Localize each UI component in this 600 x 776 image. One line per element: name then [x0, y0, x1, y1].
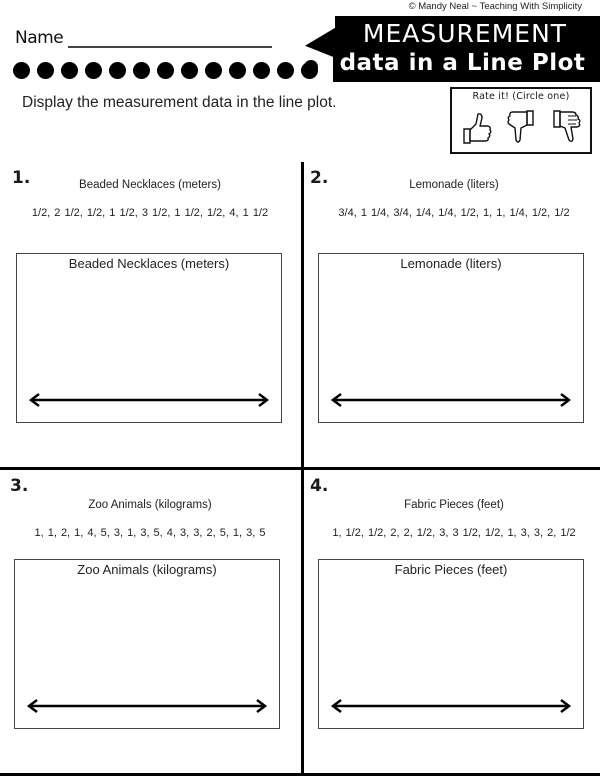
problem-number: 1. [12, 168, 31, 188]
banner-dot-icon [304, 60, 318, 74]
dot-icon [181, 62, 198, 79]
dot-icon [133, 62, 150, 79]
problem-number: 2. [310, 168, 329, 188]
thumbs-up-icon[interactable] [458, 107, 494, 147]
dot-icon [61, 62, 78, 79]
dot-icon [205, 62, 222, 79]
problem-number: 4. [310, 476, 329, 496]
line-plot-area[interactable] [14, 559, 280, 729]
instructions: Display the measurement data in the line plot. [22, 94, 337, 111]
problem-title: Fabric Pieces (feet) [404, 499, 504, 511]
problem-title: Lemonade (liters) [409, 179, 499, 191]
problem-1 [0, 162, 300, 462]
problem-4 [304, 470, 600, 770]
dot-icon [277, 62, 294, 79]
line-plot-area[interactable] [318, 253, 584, 423]
rating-label: Rate it! (Circle one) [472, 91, 570, 102]
plot-title: Zoo Animals (kilograms) [77, 562, 217, 577]
problem-number: 3. [10, 476, 29, 496]
problem-3 [0, 470, 300, 770]
line-plot-area[interactable] [318, 559, 584, 729]
problem-data: 1/2, 2 1/2, 1/2, 1 1/2, 3 1/2, 1 1/2, 1/2, 4, 1 1/2 [31, 207, 269, 219]
decorative-dots [13, 62, 318, 79]
double-arrow-number-line-icon [27, 698, 267, 714]
double-arrow-number-line-icon [331, 698, 571, 714]
double-arrow-number-line-icon [29, 392, 269, 408]
name-label: Name [15, 28, 64, 48]
problem-title: Zoo Animals (kilograms) [88, 499, 212, 511]
dot-icon [109, 62, 126, 79]
copyright-notice: © Mandy Neal ~ Teaching With Simplicity [408, 1, 582, 12]
plot-title: Beaded Necklaces (meters) [68, 256, 230, 271]
problem-data: 1, 1/2, 1/2, 2, 2, 1/2, 3, 3 1/2, 1/2, 1, 3, 3, 2, 1/2 [332, 527, 576, 539]
problem-data: 1, 1, 2, 1, 4, 5, 3, 1, 3, 5, 4, 3, 3, 2, 5, 1, 3, 5 [34, 527, 266, 539]
dot-icon [229, 62, 246, 79]
problem-2 [304, 162, 600, 462]
name-field-line[interactable] [68, 46, 272, 48]
line-plot-area[interactable] [16, 253, 282, 423]
plot-title: Lemonade (liters) [400, 256, 502, 271]
thumbs-down-outline-icon[interactable] [548, 107, 584, 147]
dot-icon [13, 62, 30, 79]
rating-box [450, 87, 592, 154]
plot-title: Fabric Pieces (feet) [394, 562, 508, 577]
problem-title: Beaded Necklaces (meters) [79, 179, 221, 191]
thumbs-down-icon[interactable] [503, 107, 539, 147]
dot-icon [37, 62, 54, 79]
double-arrow-number-line-icon [331, 392, 571, 408]
dot-icon [85, 62, 102, 79]
dot-icon [253, 62, 270, 79]
problem-data: 3/4, 1 1/4, 3/4, 1/4, 1/4, 1/2, 1, 1, 1/4, 1/2, 1/2 [338, 207, 570, 219]
page-title: MEASUREMENT [362, 19, 568, 48]
dot-icon [157, 62, 174, 79]
page-subtitle: data in a Line Plot [339, 50, 586, 76]
